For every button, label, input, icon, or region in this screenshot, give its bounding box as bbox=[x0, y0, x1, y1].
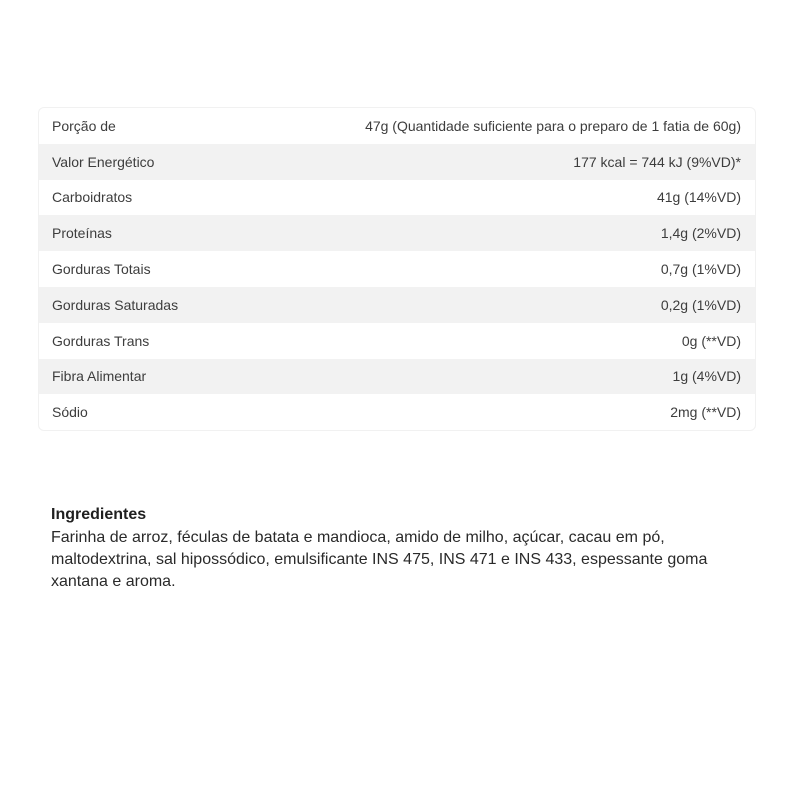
nutrition-value: 47g (Quantidade suficiente para o preparo de 1 fatia de 60g) bbox=[365, 117, 741, 134]
nutrition-value: 0g (**VD) bbox=[681, 332, 741, 349]
nutrition-row-portion bbox=[39, 108, 755, 144]
nutrition-row-sodium bbox=[39, 394, 755, 430]
nutrition-row-carbohydrates bbox=[39, 180, 755, 216]
nutrition-value: 0,2g (1%VD) bbox=[660, 296, 741, 313]
nutrition-label: Gorduras Trans bbox=[52, 332, 150, 349]
ingredients-text: Farinha de arroz, féculas de batata e mandioca, amido de milho, açúcar, cacau em pó, maltodextrina, sal hipossódico, emulsificante INS 475, INS 471 e INS 433, espessante goma xantana e aroma. bbox=[51, 529, 708, 590]
ingredients-section bbox=[51, 505, 751, 593]
nutrition-label: Carboidratos bbox=[52, 189, 133, 206]
nutrition-label: Proteínas bbox=[52, 225, 112, 242]
nutrition-facts-table bbox=[38, 107, 756, 431]
nutrition-value: 41g (14%VD) bbox=[656, 189, 741, 206]
nutrition-value: 1g (4%VD) bbox=[672, 368, 741, 385]
nutrition-value: 1,4g (2%VD) bbox=[660, 225, 741, 242]
nutrition-label: Porção de bbox=[52, 117, 116, 134]
nutrition-label: Sódio bbox=[52, 404, 88, 421]
nutrition-value: 2mg (**VD) bbox=[670, 404, 741, 421]
nutrition-value: 0,7g (1%VD) bbox=[660, 261, 741, 278]
nutrition-label: Gorduras Saturadas bbox=[52, 296, 179, 313]
nutrition-label: Valor Energético bbox=[52, 153, 155, 170]
nutrition-label: Fibra Alimentar bbox=[52, 368, 147, 385]
ingredients-heading: Ingredientes bbox=[51, 506, 147, 523]
nutrition-row-dietary-fiber bbox=[39, 359, 755, 395]
nutrition-row-energy bbox=[39, 144, 755, 180]
nutrition-row-proteins bbox=[39, 215, 755, 251]
nutrition-row-total-fat bbox=[39, 251, 755, 287]
nutrition-value: 177 kcal = 744 kJ (9%VD)* bbox=[573, 153, 741, 170]
nutrition-label: Gorduras Totais bbox=[52, 261, 151, 278]
nutrition-row-saturated-fat bbox=[39, 287, 755, 323]
nutrition-row-trans-fat bbox=[39, 323, 755, 359]
